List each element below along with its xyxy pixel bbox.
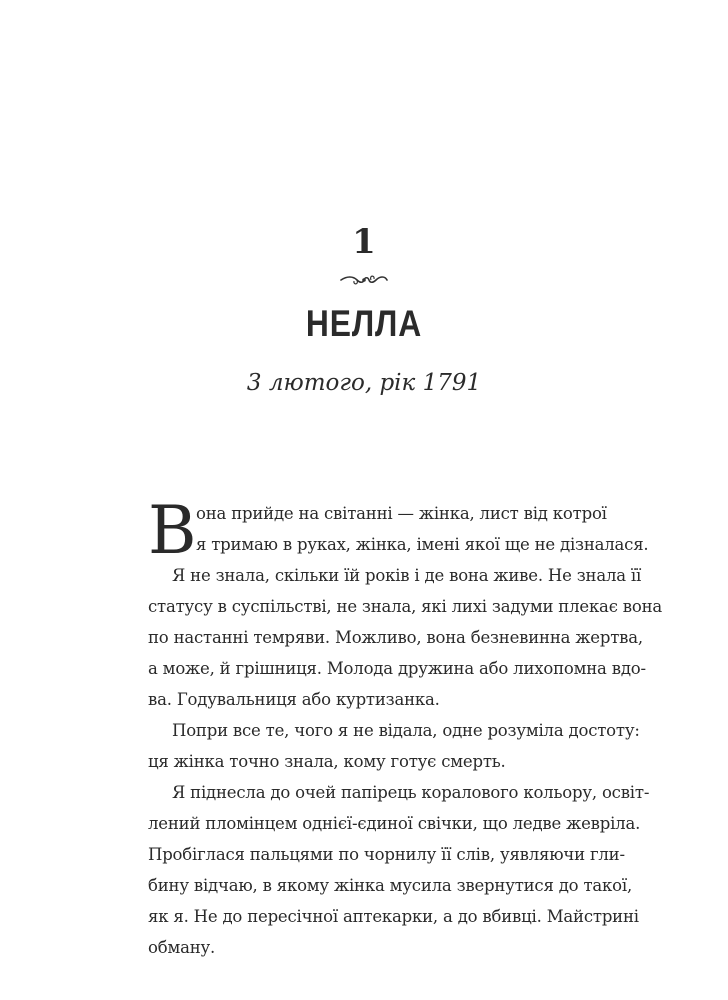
chapter-date: 3 лютого, рік 1791	[246, 370, 482, 396]
paragraph-4	[148, 777, 650, 963]
text-line: обману.	[148, 938, 216, 957]
text-line: бину відчаю, в якому жінка мусила звернутися до такої,	[148, 876, 632, 895]
drop-cap: В	[148, 492, 197, 569]
text-line: по настанні темряви. Можливо, вона безневинна жертва,	[148, 628, 643, 647]
text-line: Я не знала, скільки їй років і де вона живе. Не знала її	[172, 566, 642, 585]
text-line: лений пломінцем однієї-єдиної свічки, що ледве жевріла.	[148, 814, 641, 833]
paragraph-2	[148, 560, 663, 715]
flourish-ornament-icon	[339, 272, 389, 288]
text-line: а може, й грішниця. Молода дружина або лихопомна вдо-	[148, 659, 646, 678]
text-line: Пробіглася пальцями по чорнилу її слів, уявляючи гли-	[148, 845, 625, 864]
text-line: статусу в суспільстві, не знала, які лихі задуми плекає вона	[148, 597, 663, 616]
text-line: она прийде на світанні — жінка, лист від котрої	[196, 504, 607, 523]
chapter-number: 1	[352, 222, 376, 262]
text-line: ва. Годувальниця або куртизанка.	[148, 690, 440, 709]
text-line: ця жінка точно знала, кому готує смерть.	[148, 752, 506, 771]
text-line: Я піднесла до очей папірець коралового кольору, освіт-	[172, 783, 650, 802]
text-line: як я. Не до пересічної аптекарки, а до вбивці. Майстрині	[148, 907, 639, 926]
body-text	[148, 492, 663, 963]
paragraph-3	[148, 715, 640, 777]
paragraph-1	[148, 492, 649, 569]
text-line: я тримаю в руках, жінка, імені якої ще не дізналася.	[196, 535, 649, 554]
chapter-title: НЕЛЛА	[305, 303, 423, 344]
text-line: Попри все те, чого я не відала, одне розуміла достоту:	[172, 721, 640, 740]
